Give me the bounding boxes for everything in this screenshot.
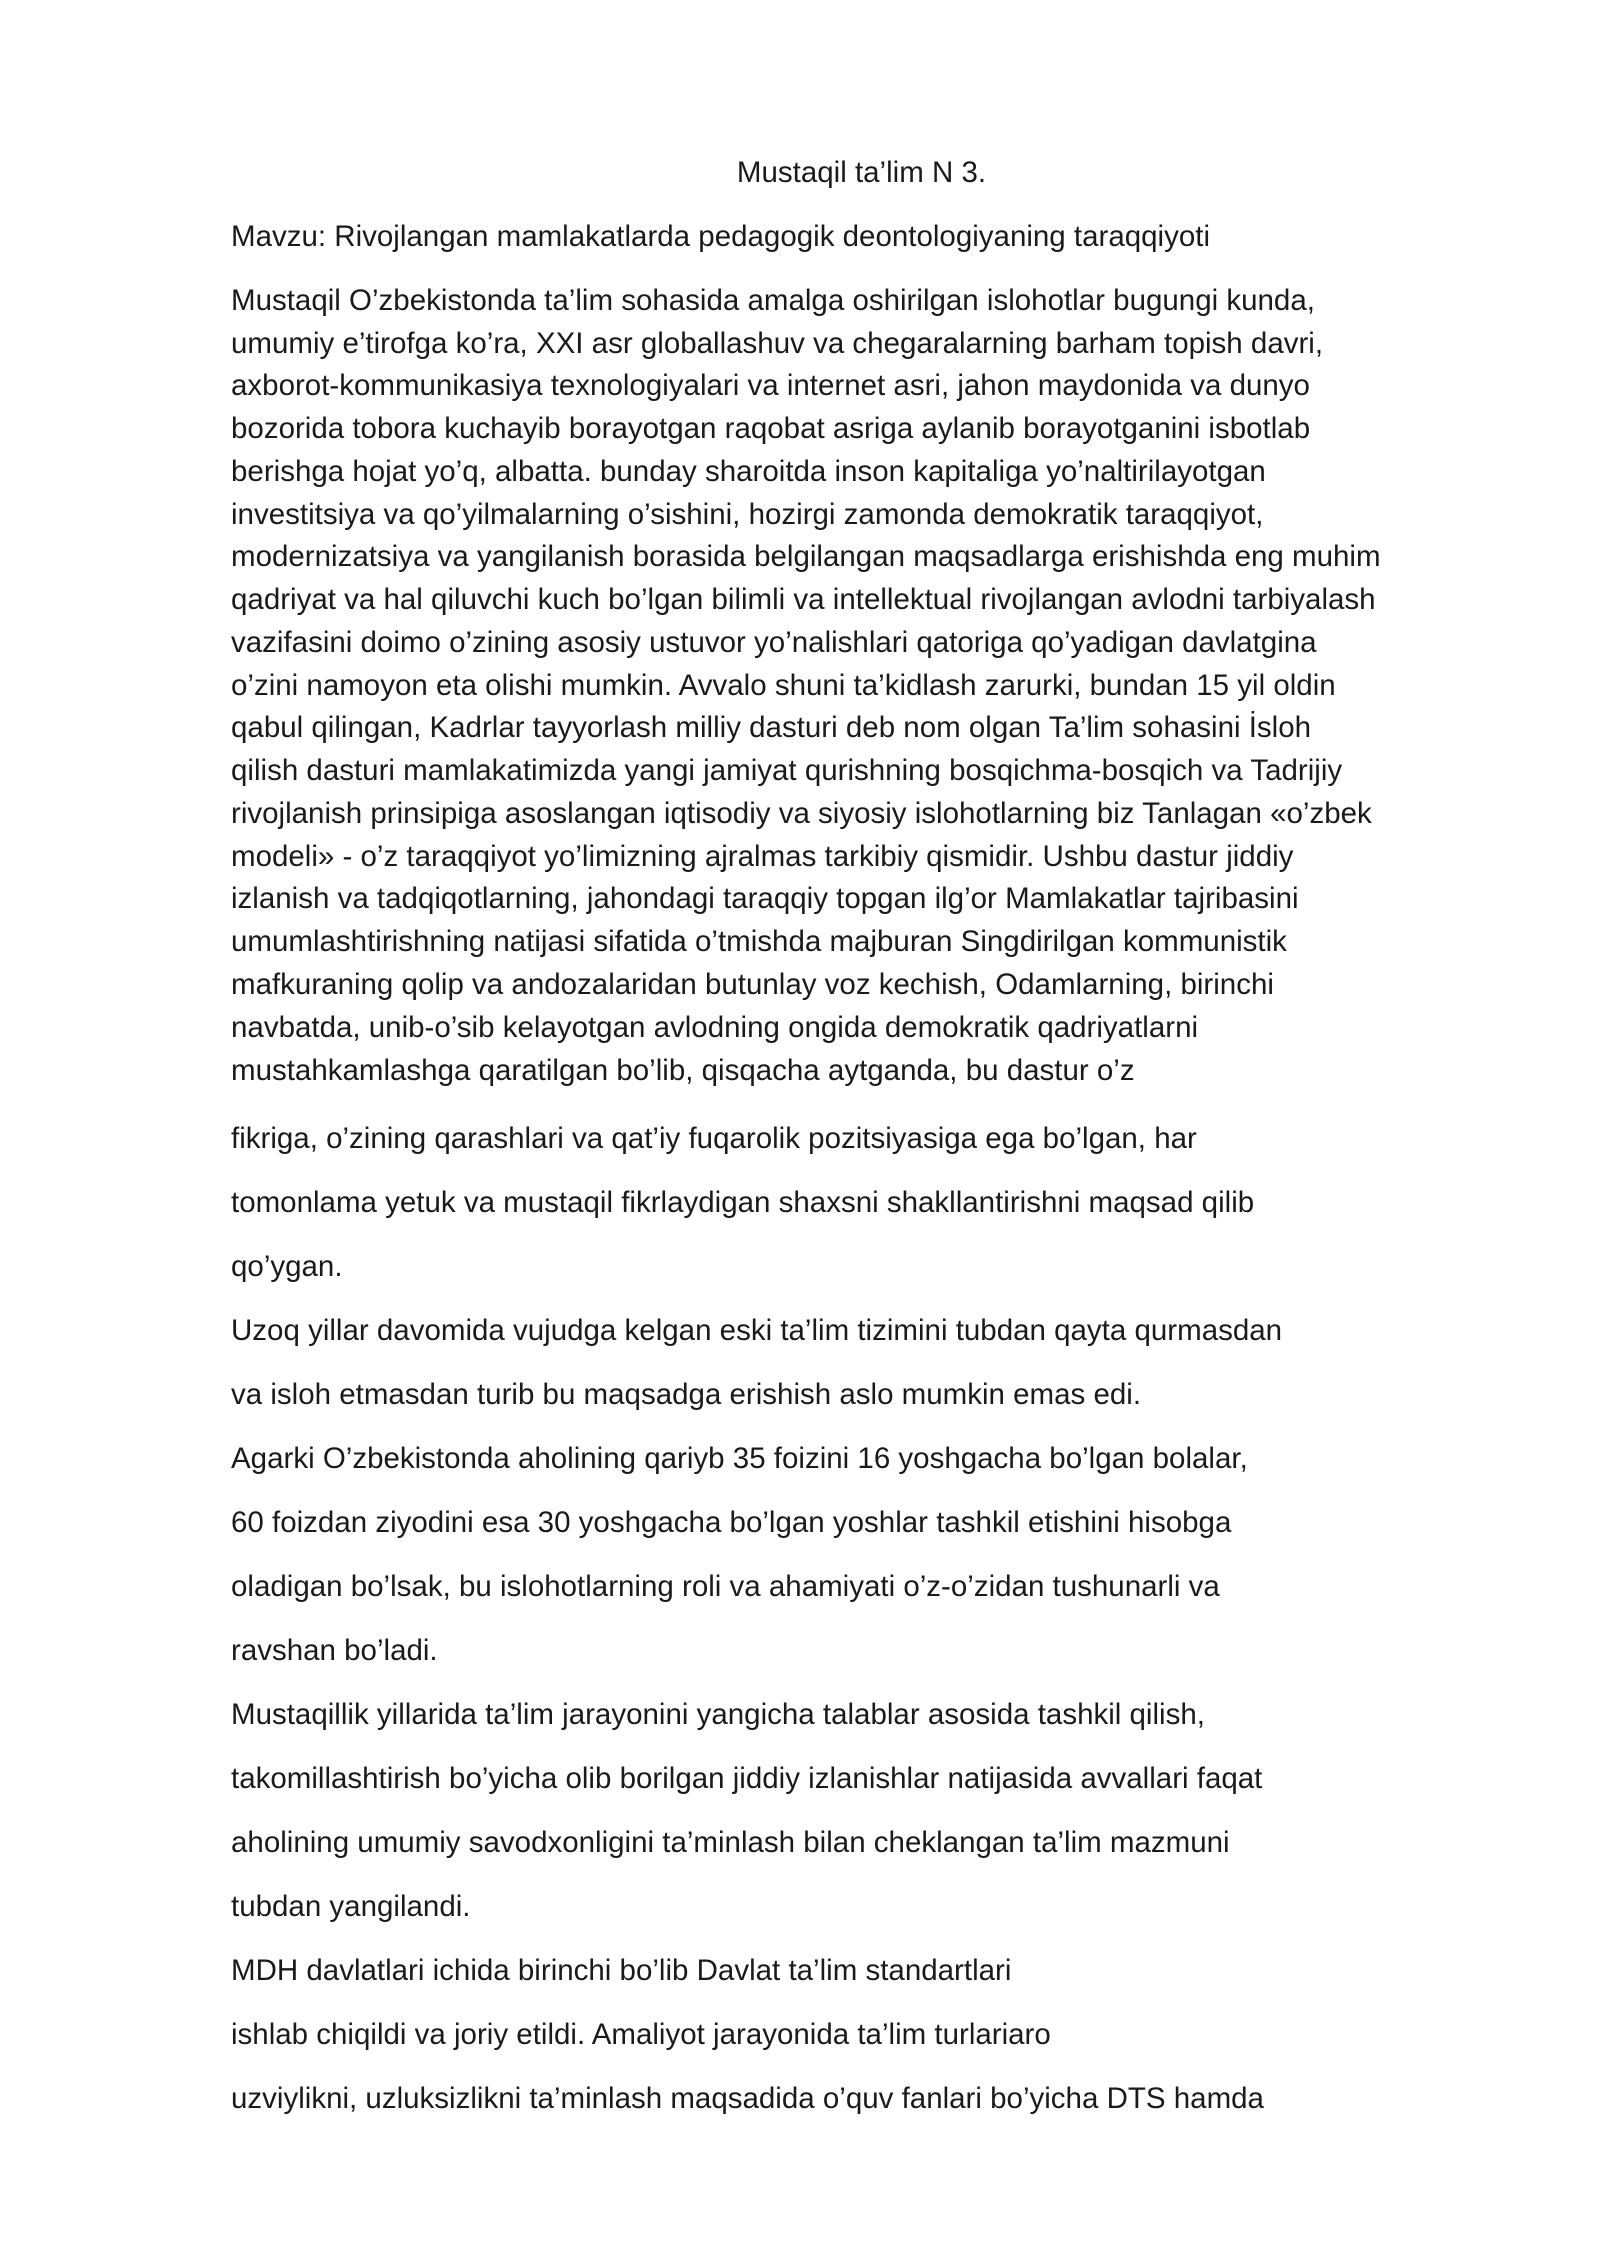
paragraph-line: MDH davlatlari ichida birinchi bo’lib Davlat ta’lim standartlari	[231, 1954, 1012, 1987]
paragraph-line: Uzoq yillar davomida vujudga kelgan eski ta’lim tizimini tubdan qayta qurmasdan	[231, 1314, 1283, 1347]
paragraph-line: modernizatsiya va yangilanish borasida belgilangan maqsadlarga erishishda eng muhim	[231, 540, 1381, 573]
paragraph-line: mustahkamlashga qaratilgan bo’lib, qisqacha aytganda, bu dastur o’z	[231, 1054, 1135, 1087]
paragraph-line: aholining umumiy savodxonligini ta’minlash bilan cheklangan ta’lim mazmuni	[231, 1826, 1230, 1859]
paragraph-line: va isloh etmasdan turib bu maqsadga erishish aslo mumkin emas edi.	[231, 1378, 1142, 1411]
paragraph-line: qo’ygan.	[231, 1250, 343, 1283]
paragraph-line: bozorida tobora kuchayib borayotgan raqobat asriga aylanib borayotganini isbotlab	[231, 412, 1311, 445]
paragraph-line: vazifasini doimo o’zining asosiy ustuvor yo’nalishlari qatoriga qo’yadigan davlatgina	[231, 626, 1317, 659]
paragraph-line: investitsiya va qo’yilmalarning o’sishini, hozirgi zamonda demokratik taraqqiyot,	[231, 498, 1264, 531]
paragraph-line: tomonlama yetuk va mustaqil fikrlaydigan shaxsni shakllantirishni maqsad qilib	[231, 1186, 1255, 1219]
paragraph-line: o’zini namoyon eta olishi mumkin. Avvalo shuni ta’kidlash zarurki, bundan 15 yil oldin	[231, 669, 1336, 702]
paragraph-line: Mustaqillik yillarida ta’lim jarayonini yangicha talablar asosida tashkil qilish,	[231, 1698, 1205, 1731]
paragraph-line: 60 foizdan ziyodini esa 30 yoshgacha bo’lgan yoshlar tashkil etishini hisobga	[231, 1506, 1232, 1539]
paragraph-line: oladigan bo’lsak, bu islohotlarning roli va ahamiyati o’z-o’zidan tushunarli va	[231, 1570, 1220, 1603]
paragraph-line: izlanish va tadqiqotlarning, jahondagi taraqqiy topgan ilg’or Mamlakatlar tajribasini	[231, 882, 1299, 915]
paragraph-line: axborot-kommunikasiya texnologiyalari va internet asri, jahon maydonida va dunyo	[231, 369, 1310, 402]
paragraph-line: takomillashtirish bo’yicha olib borilgan jiddiy izlanishlar natijasida avvallari faqat	[231, 1762, 1263, 1795]
paragraph-line: umumlashtirishning natijasi sifatida o’tmishda majburan Singdirilgan kommunistik	[231, 925, 1287, 958]
paragraph-line: qilish dasturi mamlakatimizda yangi jamiyat qurishning bosqichma-bosqich va Tadrijiy	[231, 754, 1343, 787]
paragraph-line: rivojlanish prinsipiga asoslangan iqtisodiy va siyosiy islohotlarning biz Tanlagan «o’zbek	[231, 797, 1372, 830]
paragraph-line: ishlab chiqildi va joriy etildi. Amaliyot jarayonida ta’lim turlariaro	[231, 2018, 1051, 2051]
paragraph-line: umumiy e’tirofga ko’ra, XXI asr globallashuv va chegaralarning barham topish davri,	[231, 327, 1324, 360]
paragraph-line: navbatda, unib-o’sib kelayotgan avlodning ongida demokratik qadriyatlarni	[231, 1011, 1199, 1044]
paragraph-line: qadriyat va hal qiluvchi kuch bo’lgan bilimli va intellektual rivojlangan avlodni tarbiyalash	[231, 583, 1376, 616]
paragraph-line: modeli» - o’z taraqqiyot yo’limizning ajralmas tarkibiy qismidir. Ushbu dastur jiddiy	[231, 840, 1294, 873]
paragraph-line: berishga hojat yo’q, albatta. bunday sharoitda inson kapitaliga yo’naltirilayotgan	[231, 455, 1266, 488]
paragraph-line: Agarki O’zbekistonda aholining qariyb 35 foizini 16 yoshgacha bo’lgan bolalar,	[231, 1442, 1248, 1475]
paragraph-line: Mustaqil O’zbekistonda ta’lim sohasida amalga oshirilgan islohotlar bugungi kunda,	[231, 284, 1315, 317]
paragraph-line: mafkuraning qolip va andozalaridan butunlay voz kechish, Odamlarning, birinchi	[231, 968, 1274, 1001]
paragraph-line: ravshan bo’ladi.	[231, 1634, 438, 1667]
paragraph-line: tubdan yangilandi.	[231, 1890, 471, 1923]
paragraph-line: qabul qilingan, Kadrlar tayyorlash milliy dasturi deb nom olgan Ta’lim sohasini İsloh	[231, 711, 1312, 744]
paragraph-line: uzviylikni, uzluksizlikni ta’minlash maqsadida o’quv fanlari bo’yicha DTS hamda	[231, 2082, 1264, 2115]
document-title: Mustaqil ta’lim N 3.	[736, 156, 987, 189]
document-subject: Mavzu: Rivojlangan mamlakatlarda pedagogik deontologiyaning taraqqiyoti	[231, 220, 1211, 253]
paragraph-line: fikriga, o’zining qarashlari va qat’iy fuqarolik pozitsiyasiga ega bo’lgan, har	[231, 1122, 1197, 1155]
